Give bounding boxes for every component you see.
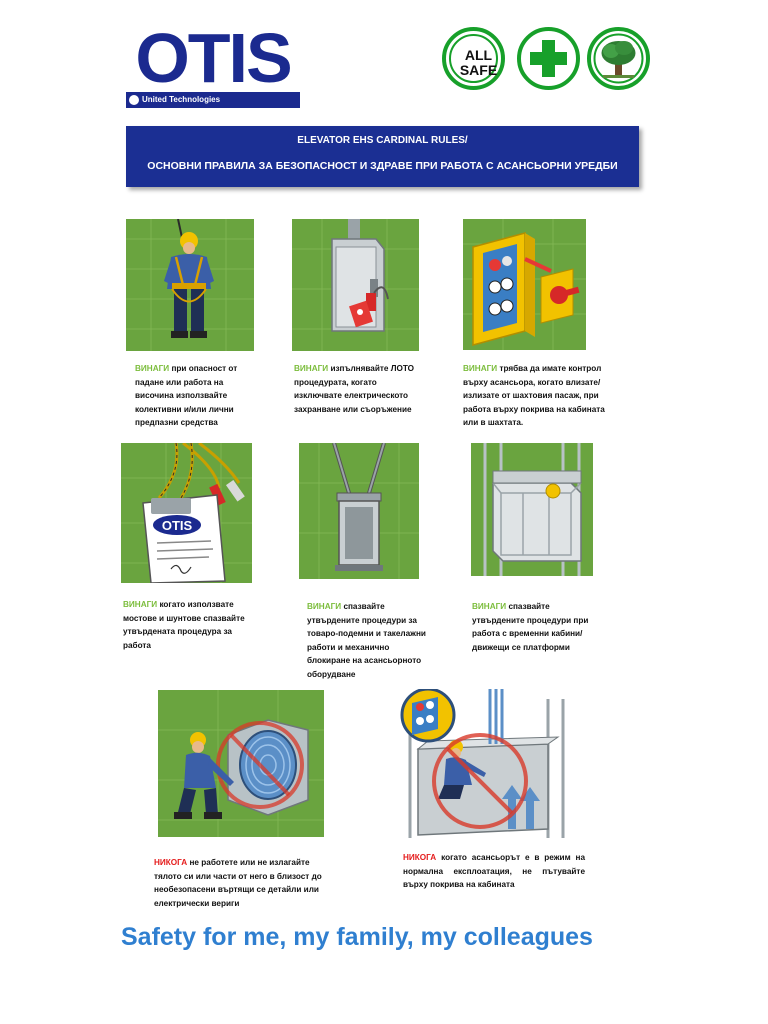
rule-caption-8	[403, 851, 585, 892]
rule-text: трябва да имате контрол върху асансьора, когато влизате/излизате от шахтовия пасаж, при работа върху покрива на кабината или в шахтата.	[463, 364, 605, 428]
rule-text: изпълнявайте ЛОТО процедурата, когато изключвате електрическото захранване или съоръжение	[294, 364, 415, 414]
jumpers-procedure-illustration	[121, 443, 252, 583]
car-top-control-illustration	[463, 219, 586, 350]
rule-text: когато асансьорът е в режим на нормална експлоатация, не пътувайте върху покрива на кабината	[403, 853, 585, 890]
environment-badge	[587, 27, 650, 90]
rule-caption-1	[135, 362, 250, 430]
lockout-tagout-illustration	[292, 219, 419, 351]
no-car-top-riding-illustration	[398, 689, 575, 838]
rule-text: не работете или не излагайте тялото си или части от него в близост до необезопасени въртящи се детайли или електрически вериги	[154, 858, 322, 908]
cardinal-rules-banner	[126, 126, 639, 187]
otis-logo	[126, 26, 300, 108]
all-safe-text: ALL SAFE	[459, 47, 498, 78]
hoisting-rigging-illustration	[299, 443, 419, 579]
rule-keyword-always: ВИНАГИ	[463, 364, 498, 373]
first-aid-badge	[517, 27, 580, 90]
temporary-car-illustration	[471, 443, 593, 576]
otis-subbar	[126, 92, 300, 108]
rule-keyword-always: ВИНАГИ	[123, 600, 158, 609]
rule-keyword-never: НИКОГА	[154, 858, 188, 867]
rule-text: спазвайте утвърдените процедури за товаро-подемни и такелажни работи и механично блокиране на асансьорното оборудване	[307, 602, 426, 679]
plus-icon	[521, 31, 576, 86]
rule-caption-5	[307, 600, 427, 682]
rule-caption-7	[154, 856, 324, 910]
all-safe-badge	[442, 27, 505, 90]
otis-wordmark	[126, 26, 300, 88]
rotating-parts-illustration	[158, 690, 324, 837]
rule-caption-2	[294, 362, 420, 416]
otis-wordmark-text: OTIS	[135, 26, 291, 88]
rule-text: при опасност от падане или работа на височина използвайте колективни и/или лични предпазни средства	[135, 364, 238, 428]
safety-slogan: Safety for me, my family, my colleagues	[121, 923, 593, 951]
tree-icon	[591, 31, 646, 86]
rule-text: когато използвате мостове и шунтове спазвайте утвърдената процедура за работа	[123, 600, 245, 650]
banner-title-bg: ОСНОВНИ ПРАВИЛА ЗА БЕЗОПАСНОСТ И ЗДРАВЕ ПРИ РАБОТА С АСАНСЬОРНИ УРЕДБИ	[147, 160, 618, 172]
parent-company-label: United Technologies	[142, 95, 221, 104]
rule-caption-4	[123, 598, 258, 652]
rule-caption-6	[472, 600, 597, 654]
rule-caption-3	[463, 362, 613, 430]
rule-text: спазвайте утвърдените процедури при работа с временни кабини/движещи се платформи	[472, 602, 589, 652]
rule-keyword-always: ВИНАГИ	[307, 602, 342, 611]
rule-keyword-never: НИКОГА	[403, 853, 437, 862]
rule-keyword-always: ВИНАГИ	[135, 364, 170, 373]
united-technologies-icon	[129, 95, 139, 105]
fall-protection-illustration	[126, 219, 254, 351]
rule-keyword-always: ВИНАГИ	[472, 602, 507, 611]
banner-title-en: ELEVATOR EHS CARDINAL RULES/	[297, 135, 468, 146]
rule-keyword-always: ВИНАГИ	[294, 364, 329, 373]
svg-text:OTIS: OTIS	[161, 518, 193, 533]
